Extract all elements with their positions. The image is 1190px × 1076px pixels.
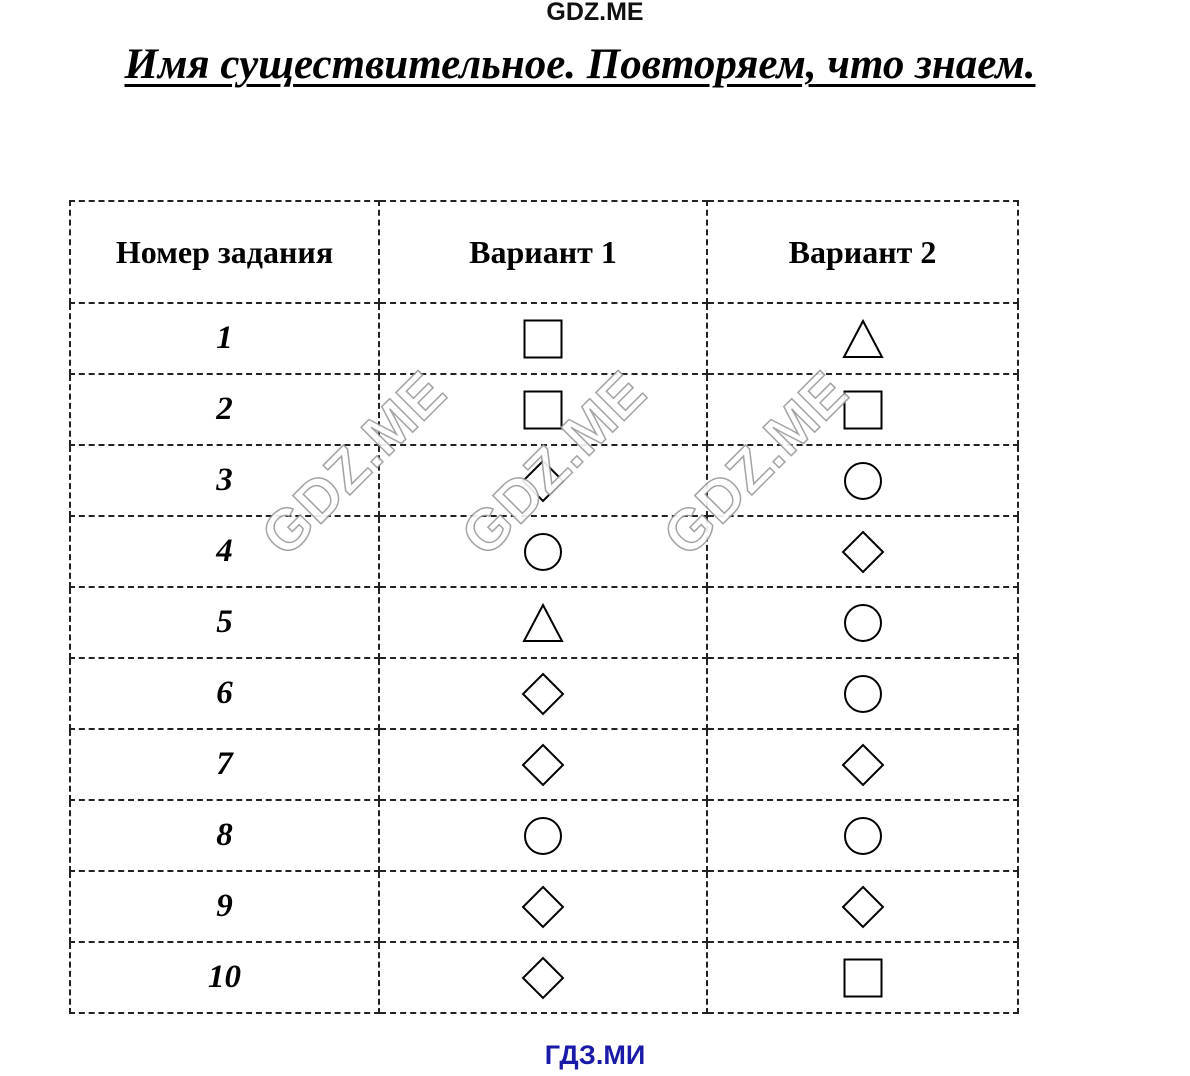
circle-icon (843, 674, 883, 714)
table-row (70, 729, 1018, 800)
circle-icon (523, 816, 563, 856)
triangle-icon (522, 603, 564, 643)
site-bottom-label: ГДЗ.МИ (544, 1040, 646, 1070)
table-row (70, 658, 1018, 729)
task-number: 2 (70, 374, 379, 445)
variant-2-cell (707, 303, 1018, 374)
variant-2-cell (707, 374, 1018, 445)
variant-1-cell (379, 942, 707, 1013)
watermark: GDZ.ME (650, 358, 861, 569)
task-number: 5 (70, 587, 379, 658)
variant-1-cell (379, 374, 707, 445)
variant-2-cell (707, 729, 1018, 800)
header-task-number: Номер задания (70, 201, 379, 303)
diamond-icon (521, 459, 565, 503)
variant-1-cell (379, 445, 707, 516)
variant-1-cell (379, 303, 707, 374)
variant-2-cell (707, 942, 1018, 1013)
variant-1-cell (379, 800, 707, 871)
diamond-icon (521, 956, 565, 1000)
circle-icon (523, 532, 563, 572)
variant-1-cell (379, 871, 707, 942)
task-number: 7 (70, 729, 379, 800)
task-number: 10 (70, 942, 379, 1013)
table-row (70, 800, 1018, 871)
task-number: 6 (70, 658, 379, 729)
table-row (70, 516, 1018, 587)
variant-1-cell (379, 658, 707, 729)
variant-2-cell (707, 658, 1018, 729)
triangle-icon (842, 319, 884, 359)
variant-1-cell (379, 516, 707, 587)
table-row (70, 942, 1018, 1013)
task-number: 4 (70, 516, 379, 587)
circle-icon (843, 603, 883, 643)
header-variant-1: Вариант 1 (379, 201, 707, 303)
diamond-icon (521, 672, 565, 716)
square-icon (843, 958, 883, 998)
task-number: 8 (70, 800, 379, 871)
table-row (70, 871, 1018, 942)
task-number: 3 (70, 445, 379, 516)
circle-icon (843, 461, 883, 501)
header-variant-2: Вариант 2 (707, 201, 1018, 303)
variant-2-cell (707, 800, 1018, 871)
variant-2-cell (707, 516, 1018, 587)
variant-2-cell (707, 445, 1018, 516)
table-row (70, 587, 1018, 658)
site-top-label: GDZ.ME (546, 0, 644, 26)
task-number: 9 (70, 871, 379, 942)
diamond-icon (521, 743, 565, 787)
square-icon (843, 390, 883, 430)
variant-1-cell (379, 587, 707, 658)
watermark: GDZ.ME (448, 358, 659, 569)
table-row (70, 374, 1018, 445)
diamond-icon (841, 743, 885, 787)
variant-2-cell (707, 871, 1018, 942)
square-icon (523, 390, 563, 430)
page-title: Имя существительное. Повторяем, что знаем. (124, 41, 1036, 88)
diamond-icon (841, 885, 885, 929)
diamond-icon (521, 885, 565, 929)
table-row (70, 303, 1018, 374)
variant-2-cell (707, 587, 1018, 658)
diamond-icon (841, 530, 885, 574)
task-number: 1 (70, 303, 379, 374)
table-row (70, 445, 1018, 516)
square-icon (523, 319, 563, 359)
table-header-row (70, 201, 1018, 303)
variant-1-cell (379, 729, 707, 800)
answers-table (69, 200, 1019, 1014)
circle-icon (843, 816, 883, 856)
watermark: GDZ.ME (248, 358, 459, 569)
